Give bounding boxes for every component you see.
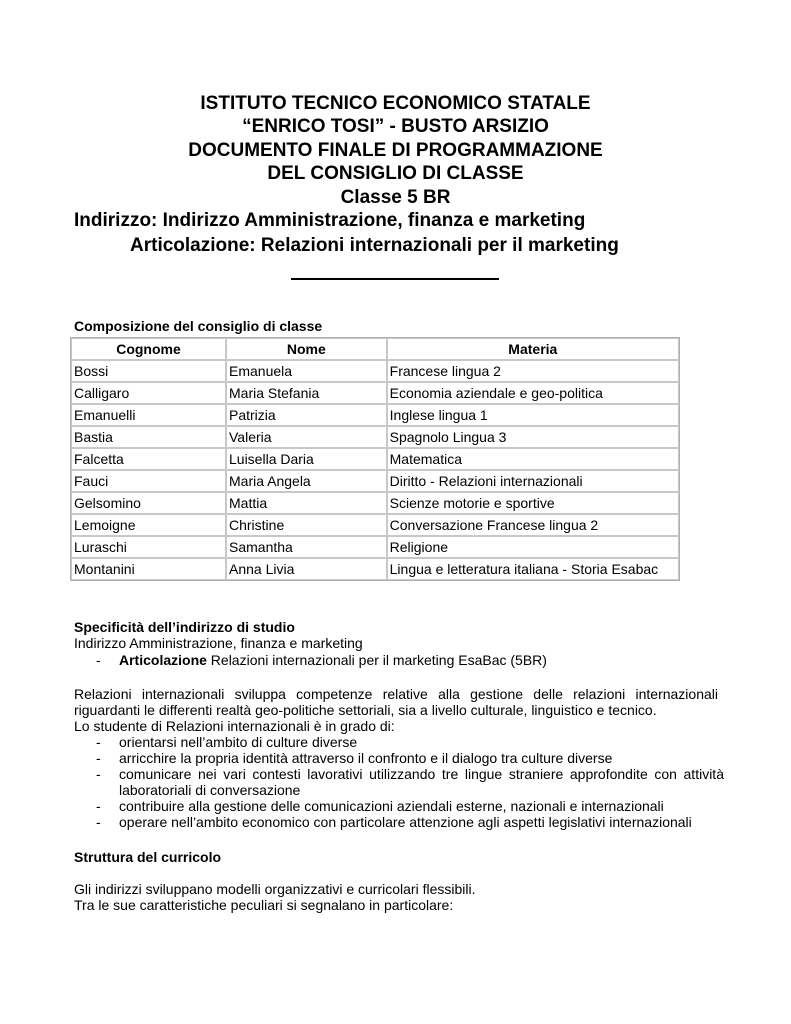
specificita-title: Specificità dell’indirizzo di studio xyxy=(74,619,295,635)
column-header-nome: Nome xyxy=(226,338,387,360)
composizione-title: Composizione del consiglio di classe xyxy=(74,318,323,334)
table-header-row xyxy=(71,338,679,360)
list-item: - arricchire la propria identità attraverso il confronto e il dialogo tra culture diverse xyxy=(96,750,613,766)
indirizzo-line: Indirizzo Amministrazione, finanza e marketing xyxy=(74,635,363,651)
cell-nome: Christine xyxy=(226,514,387,536)
cell-cognome: Falcetta xyxy=(71,448,226,470)
school-subtitle: “ENRICO TOSI” - BUSTO ARSIZIO xyxy=(242,116,549,137)
cell-materia: Religione xyxy=(387,536,679,558)
table-row xyxy=(71,426,679,448)
cell-nome: Emanuela xyxy=(226,360,387,382)
cell-materia: Inglese lingua 1 xyxy=(387,404,679,426)
cell-cognome: Gelsomino xyxy=(71,492,226,514)
articolazione-heading: Articolazione: Relazioni internazionali per il marketing xyxy=(130,235,619,256)
table-row xyxy=(71,448,679,470)
table-row xyxy=(71,558,679,580)
articolazione-label: Articolazione xyxy=(119,652,207,668)
struttura-title: Struttura del curricolo xyxy=(74,849,222,865)
table-row xyxy=(71,470,679,492)
cell-cognome: Fauci xyxy=(71,470,226,492)
table-row xyxy=(71,382,679,404)
cell-cognome: Lemoigne xyxy=(71,514,226,536)
cell-materia: Spagnolo Lingua 3 xyxy=(387,426,679,448)
cell-cognome: Montanini xyxy=(71,558,226,580)
column-header-cognome: Cognome xyxy=(71,338,226,360)
paragraph-line: riguardanti le differenti realtà geo-politiche settoriali, sia a livello culturale, linguistico e tecnico. xyxy=(74,702,657,718)
list-item: - operare nell’ambito economico con particolare attenzione agli aspetti legislativi internazionali xyxy=(96,814,692,830)
class-label: Classe 5 BR xyxy=(340,187,451,208)
paragraph-line: Tra le sue caratteristiche peculiari si segnalano in particolare: xyxy=(74,897,454,913)
paragraph-line: Gli indirizzi sviluppano modelli organizzativi e curricolari flessibili. xyxy=(74,881,476,897)
cell-nome: Valeria xyxy=(226,426,387,448)
cell-materia: Matematica xyxy=(387,448,679,470)
indirizzo-heading: Indirizzo: Indirizzo Amministrazione, finanza e marketing xyxy=(74,210,586,231)
cell-nome: Samantha xyxy=(226,536,387,558)
composizione-table xyxy=(70,337,680,581)
competenze-list xyxy=(74,734,724,830)
paragraph-line: Lo studente di Relazioni internazionali è in grado di: xyxy=(74,718,395,734)
articolazione-text: Relazioni internazionali per il marketing EsaBac (5BR) xyxy=(206,652,547,668)
cell-materia: Lingua e letteratura italiana - Storia Esabac xyxy=(387,558,679,580)
cell-cognome: Bossi xyxy=(71,360,226,382)
cell-materia: Francese lingua 2 xyxy=(387,360,679,382)
document-subtitle: DEL CONSIGLIO DI CLASSE xyxy=(267,163,524,184)
document-title: DOCUMENTO FINALE DI PROGRAMMAZIONE xyxy=(188,140,603,161)
column-header-materia: Materia xyxy=(387,338,679,360)
articolazione-list xyxy=(74,652,724,668)
list-item: - contribuire alla gestione delle comunicazioni aziendali esterne, nazionali e internazionali xyxy=(96,798,664,814)
cell-cognome: Calligaro xyxy=(71,382,226,404)
school-name: ISTITUTO TECNICO ECONOMICO STATALE xyxy=(200,93,591,114)
table-row xyxy=(71,536,679,558)
cell-nome: Patrizia xyxy=(226,404,387,426)
table-row xyxy=(71,360,679,382)
paragraph-line: Relazioni internazionali sviluppa competenze relative alla gestione delle relazioni internazionali xyxy=(74,686,718,702)
list-item: - comunicare nei vari contesti lavorativi utilizzando tre lingue straniere approfondite con attività laboratoriali di conversazione xyxy=(96,766,724,798)
cell-cognome: Bastia xyxy=(71,426,226,448)
cell-nome: Maria Stefania xyxy=(226,382,387,404)
list-item: - orientarsi nell’ambito di culture diverse xyxy=(96,734,358,750)
list-item: - Articolazione Relazioni internazionali per il marketing EsaBac (5BR) xyxy=(96,652,547,668)
header-underline xyxy=(291,278,499,280)
cell-nome: Maria Angela xyxy=(226,470,387,492)
table-row xyxy=(71,514,679,536)
table-row xyxy=(71,492,679,514)
cell-cognome: Luraschi xyxy=(71,536,226,558)
cell-nome: Mattia xyxy=(226,492,387,514)
table-row xyxy=(71,404,679,426)
cell-materia: Conversazione Francese lingua 2 xyxy=(387,514,679,536)
cell-materia: Scienze motorie e sportive xyxy=(387,492,679,514)
cell-cognome: Emanuelli xyxy=(71,404,226,426)
cell-nome: Luisella Daria xyxy=(226,448,387,470)
cell-materia: Diritto - Relazioni internazionali xyxy=(387,470,679,492)
cell-materia: Economia aziendale e geo-politica xyxy=(387,382,679,404)
cell-nome: Anna Livia xyxy=(226,558,387,580)
